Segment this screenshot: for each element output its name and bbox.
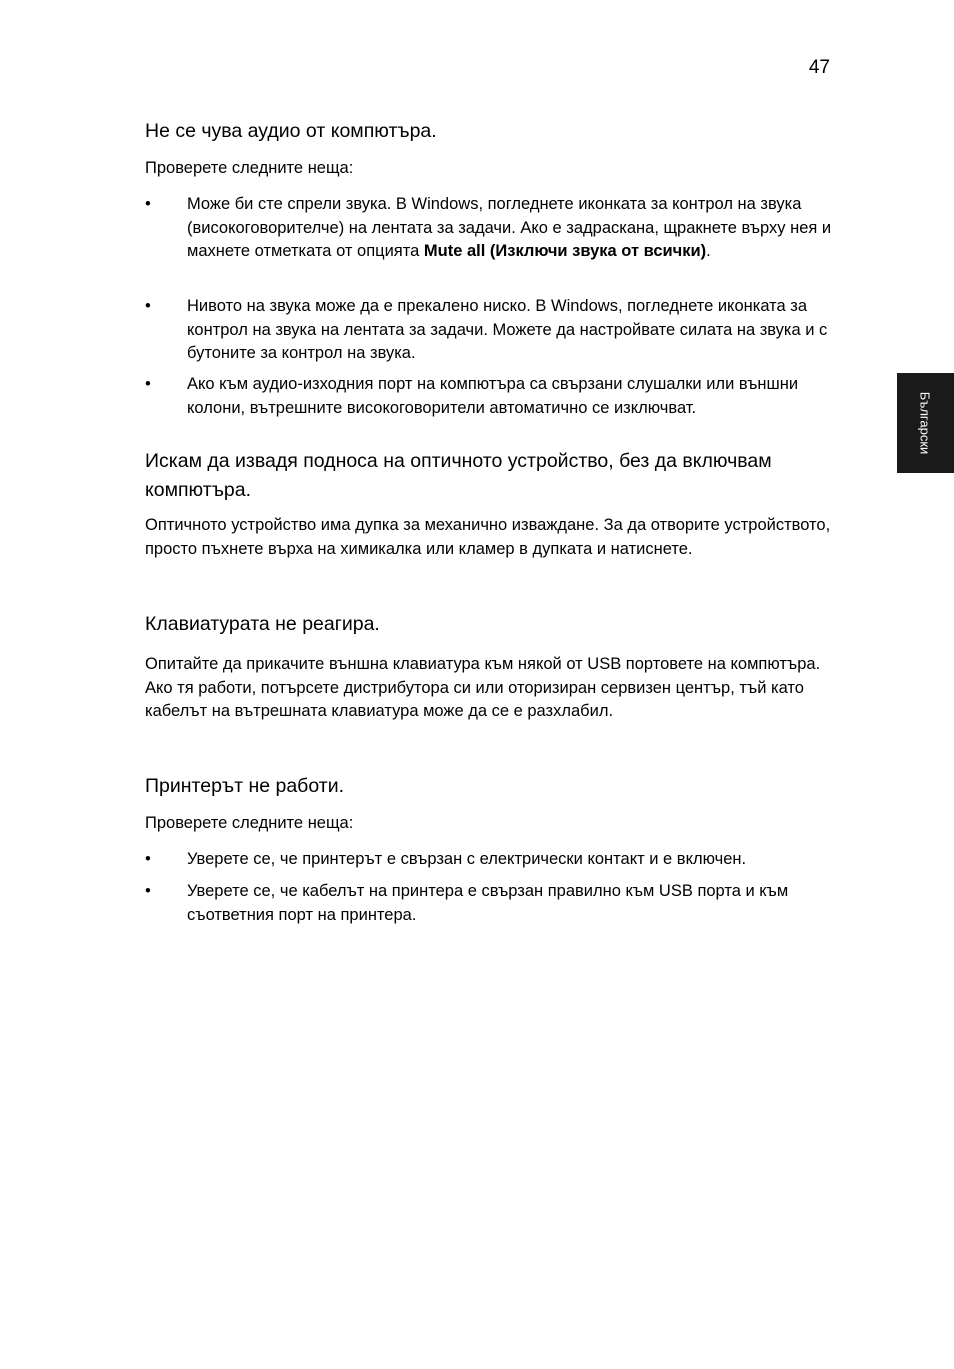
bullet-glyph: • <box>145 195 151 213</box>
page-number: 47 <box>808 57 830 78</box>
list-item-text: Уверете се, че кабелът на принтера е свързан правилно към USB порта и към съответния порт на принтера. <box>187 882 789 924</box>
list-item-text: Ако към аудио-изходния порт на компютъра са свързани слушалки или външни колони, вътрешните високоговорители автоматично се изключват. <box>187 375 799 417</box>
bullet-glyph: • <box>145 375 151 393</box>
section-body: Опитайте да прикачите външна клавиатура към някой от USB портовете на компютъра. Ако тя работи, потърсете дистрибутора си или оторизиран сервизен център, тъй като кабелът на вътрешната клавиатура може да се е разхлабил. <box>145 655 821 720</box>
list-item-text: Уверете се, че принтерът е свързан с електрически контакт и е включен. <box>187 850 747 868</box>
section-heading-printer: Принтерът не работи. <box>145 775 345 797</box>
bullet-glyph: • <box>145 882 151 900</box>
list-item-text: Нивото на звука може да е прекалено ниско. В Windows, погледнете иконката за контрол на звука на лентата за задачи. Можете да настройвате силата на звука и с бутоните за контрол на звука. <box>187 297 828 362</box>
section-intro: Проверете следните неща: <box>145 814 354 832</box>
section-heading-keyboard: Клавиатурата не реагира. <box>145 613 380 635</box>
section-intro: Проверете следните неща: <box>145 159 354 177</box>
section-heading-optical-tray: Искам да извадя подноса на оптичното устройство, без да включвам компютъра. <box>145 450 772 501</box>
list-item-text: Може би сте спрели звука. В Windows, погледнете иконката за контрол на звука (високоговорителче) на лентата за задачи. Ако е задраскана, щракнете върху нея и махнете отметката от опцията Mute all (Изключи звука от всички). <box>187 195 832 260</box>
bullet-glyph: • <box>145 297 151 315</box>
bullet-glyph: • <box>145 850 151 868</box>
side-tab-label: Български <box>917 391 933 455</box>
language-side-tab <box>897 373 954 473</box>
section-heading-no-audio: Не се чува аудио от компютъра. <box>145 120 437 142</box>
mute-all-option-label: Mute all (Изключи звука от всички) <box>423 242 707 260</box>
section-body: Оптичното устройство има дупка за механично изваждане. За да отворите устройството, просто пъхнете върха на химикалка или кламер в дупката и натиснете. <box>145 516 831 558</box>
